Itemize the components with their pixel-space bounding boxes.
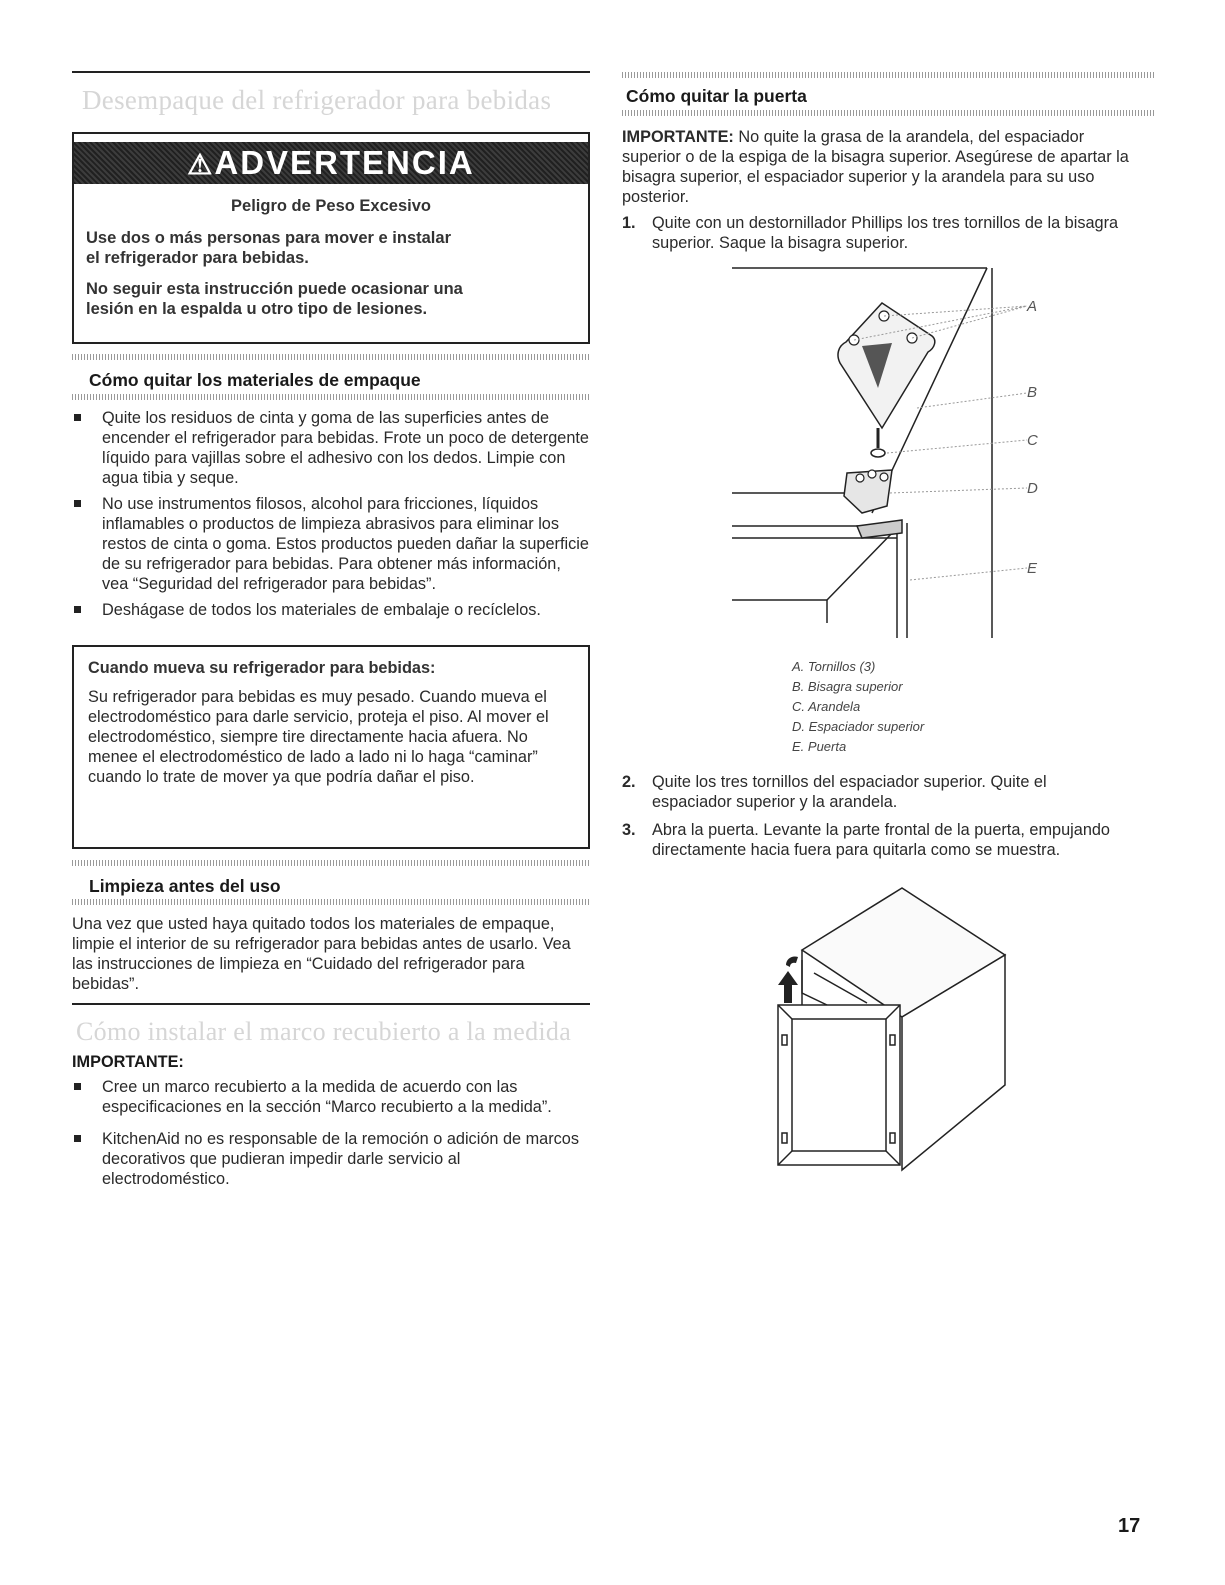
legend-item: C. Arandela — [792, 699, 861, 714]
hatch-divider — [72, 394, 590, 400]
subsection-title-door: Cómo quitar la puerta — [626, 86, 807, 106]
section-title-frame: Cómo instalar el marco recubierto a la medida — [76, 1017, 572, 1046]
warning-banner-text: ADVERTENCIA — [214, 144, 475, 181]
warning-banner — [74, 142, 588, 184]
screw — [880, 473, 888, 481]
step-text: Quite los tres tornillos del espaciador superior. Quite el espaciador superior y la arandela. — [652, 773, 1047, 811]
section-rule — [72, 1003, 590, 1005]
step-item — [622, 820, 1122, 860]
figure-label-e: E — [1027, 560, 1038, 577]
note-title: Cuando mueva su refrigerador para bebidas: — [88, 659, 436, 677]
legend-item: E. Puerta — [792, 739, 847, 754]
figure-label-a: A — [1027, 298, 1038, 315]
figure-legend — [792, 657, 924, 757]
legend-item: B. Bisagra superior — [792, 679, 903, 694]
step-item — [622, 213, 1122, 253]
door-removal-diagram — [762, 885, 1012, 1175]
figure-label-b: B — [1027, 384, 1038, 401]
legend-item: A. Tornillos (3) — [792, 659, 876, 674]
hatch-divider — [72, 354, 590, 360]
section-title-unpack: Desempaque del refrigerador para bebidas — [82, 85, 552, 115]
door-important-text — [622, 127, 1142, 207]
steps-2-3 — [622, 772, 1122, 860]
door-frame — [778, 1005, 900, 1165]
step-number: 3. — [622, 821, 636, 839]
cleaning-text: Una vez que usted haya quitado todos los materiales de empaque, limpie el interior de su refrigerador para bebidas antes de usarlo. Vea las instrucciones de limpieza en “Cuidado del refrigerador para bebidas”. — [72, 915, 571, 993]
step-text: Abra la puerta. Levante la parte frontal de la puerta, empujando directamente hacia fuera para quitarla como se muestra. — [652, 821, 1110, 859]
washer — [871, 449, 885, 457]
figure-label-d: D — [1027, 480, 1038, 497]
bullet-item: Cree un marco recubierto a la medida de acuerdo con las especificaciones en la sección “Marco recubierto a la medida”. — [72, 1077, 590, 1117]
warning-triangle-icon: ⚠ — [187, 149, 215, 180]
important-text: No quite la grasa de la arandela, del espaciador superior o de la espiga de la bisagra superior. Asegúrese de apartar la bisagra superior, el espaciador superior y la arandela para su uso posterior. — [622, 128, 1129, 206]
step-text: Quite con un destornillador Phillips los tres tornillos de la bisagra superior. Saque la bisagra superior. — [652, 214, 1119, 252]
bullet-item: Deshágase de todos los materiales de embalaje o recíclelos. — [72, 600, 590, 620]
note-text: Su refrigerador para bebidas es muy pesado. Cuando mueva el electrodoméstico para darle servicio, proteja el piso. Al mover el electrodoméstico, siempre tire directamente hacia afuera. No menee el electrodoméstico de lado a lado ni lo haga “caminar” cuando lo trate de mover ya que podría dañar el piso. — [88, 688, 549, 786]
hazard-title: Peligro de Peso Excesivo — [231, 197, 431, 215]
bullet-item: KitchenAid no es responsable de la remoción o adición de marcos decorativos que pudieran impedir darle servicio al electrodoméstico. — [72, 1129, 590, 1189]
step-number: 2. — [622, 773, 636, 791]
warning-line-3: No seguir esta instrucción puede ocasionar una — [86, 280, 463, 298]
warning-box — [72, 132, 590, 344]
subsection-title-packaging: Cómo quitar los materiales de empaque — [89, 370, 421, 390]
warning-line-2: el refrigerador para bebidas. — [86, 249, 309, 267]
warning-line-1: Use dos o más personas para mover e instalar — [86, 229, 451, 247]
page-number: 17 — [1118, 1515, 1141, 1537]
screw — [868, 470, 876, 478]
section-rule — [72, 71, 590, 73]
figure-label-c: C — [1027, 432, 1038, 449]
bullet-item: No use instrumentos filosos, alcohol para fricciones, líquidos inflamables o productos de limpieza abrasivos para eliminar los restos de cinta o goma. Estos productos pueden dañar la superficie de su refrigerador para bebidas. Para obtener más información, vea “Seguridad del refrigerador para bebidas”. — [72, 494, 590, 594]
frame-bullets — [72, 1077, 590, 1195]
screw — [856, 474, 864, 482]
important-label: IMPORTANTE: — [72, 1053, 184, 1071]
up-arrow-icon — [778, 956, 798, 1003]
bullet-item: Quite los residuos de cinta y goma de las superficies antes de encender el refrigerador para bebidas. Frote un poco de detergente líquido para vajillas sobre el adhesivo con los dedos. Limpie con agua tibia y seque. — [72, 408, 590, 488]
hatch-divider — [72, 899, 590, 905]
hinge-diagram — [722, 258, 1052, 648]
warning-line-4: lesión en la espalda u otro tipo de lesiones. — [86, 300, 428, 318]
moving-note-box — [72, 645, 590, 849]
legend-item: D. Espaciador superior — [792, 719, 925, 734]
hatch-divider — [72, 860, 590, 866]
packaging-bullets — [72, 408, 590, 626]
hatch-divider — [622, 110, 1154, 116]
important-label: IMPORTANTE: — [622, 128, 734, 146]
step-item — [622, 772, 1122, 812]
step-number: 1. — [622, 214, 636, 232]
step-1 — [622, 213, 1122, 253]
subsection-title-cleaning: Limpieza antes del uso — [89, 876, 281, 896]
hatch-divider — [622, 72, 1154, 78]
